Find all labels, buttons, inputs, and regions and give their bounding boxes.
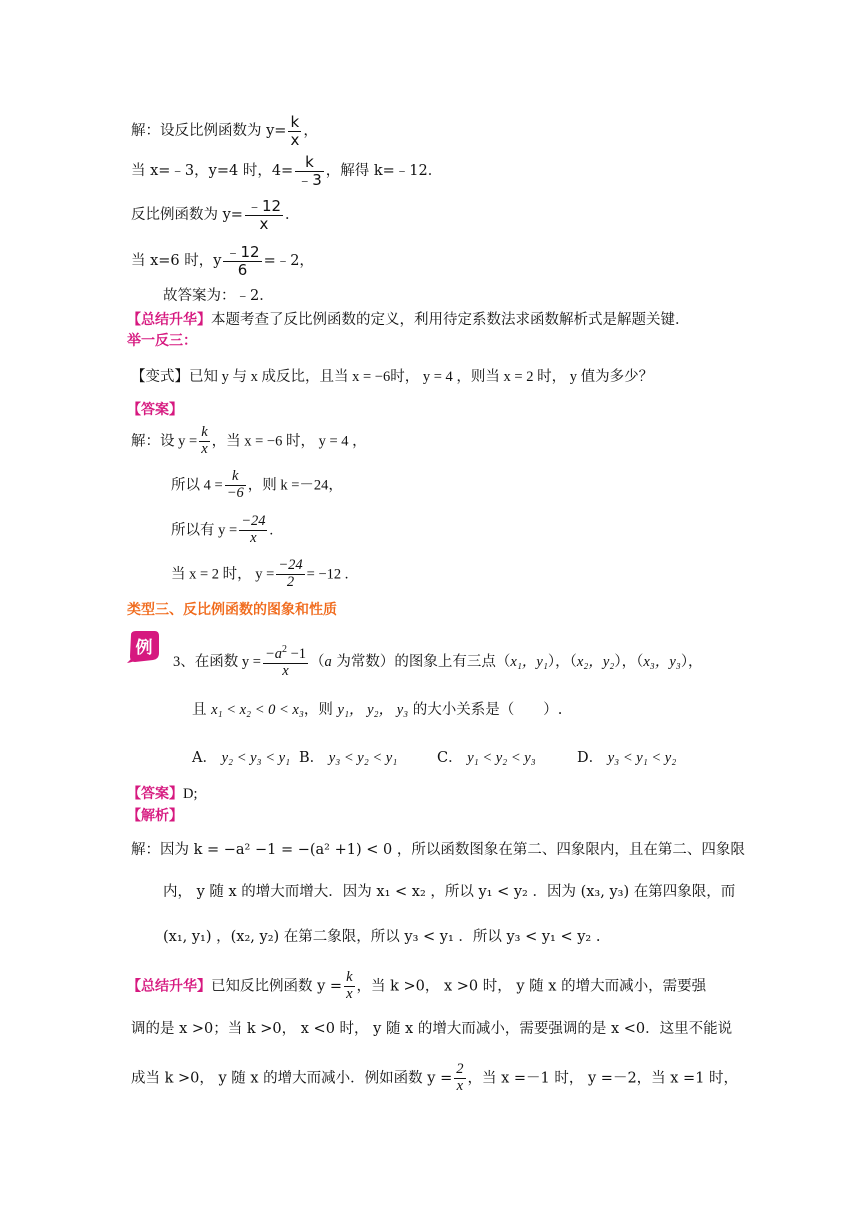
fraction: $\frac{k}{x}$: [201, 424, 208, 457]
variant-solution-line-4: 当 x = 2 时， y = $\frac{-24}{2}$ = −12 .: [171, 557, 349, 590]
fraction: $\frac{-24}{2}$: [278, 557, 303, 590]
fraction: $\frac{-a^2 -1}{x}$: [264, 644, 307, 679]
option-d[interactable]: D． y₃ < y₁ < y₂: [577, 750, 677, 766]
analysis-tag: 【解析】: [127, 808, 183, 824]
example-badge-icon: [127, 629, 161, 663]
solution-line-3: 反比例函数为 y= $\frac{﹣12}{x}$ ．: [131, 197, 300, 233]
fraction: $\frac{2}{x}$: [456, 1061, 464, 1094]
answer-line: 故答案为：﹣2．: [163, 288, 274, 304]
section-heading: 类型三、反比例函数的图象和性质: [127, 602, 337, 618]
variant-solution-line-2: 所以 4 = $\frac{k}{-6}$ ，则 k =－24，: [171, 468, 343, 501]
fraction: $\frac{k}{﹣3}$: [297, 153, 322, 189]
option-b[interactable]: B． y₃ < y₂ < y₁: [299, 750, 398, 766]
summary-line-3: 成当 k >0， y 随 x 的增大而减小．例如函数 y = $\frac{2}{x}$ ，当 x =－1 时， y =－2，当 x =1 时，: [131, 1061, 739, 1094]
fraction: $\frac{﹣12}{x}$: [246, 197, 282, 233]
analysis-line-2: 内， y 随 x 的增大而增大．因为 x₁ < x₂ ，所以 y₁ < y₂ ．因为 (x₃, y₃) 在第四象限，而: [163, 884, 736, 900]
practice-heading: 举一反三：: [127, 333, 197, 349]
fraction: $\frac{k}{x}$: [346, 969, 353, 1002]
solution-line-1: 解：设反比例函数为 y= $\frac{k}{x}$ ，: [131, 113, 318, 149]
variant-solution-line-3: 所以有 y = $\frac{-24}{x}$ .: [171, 513, 274, 546]
solution-line-4: 当 x=6 时，y $\frac{﹣12}{6}$ =﹣2，: [131, 243, 314, 279]
example-question-line-1: 3、在函数 y = $\frac{-a^2 -1}{x}$ （a 为常数）的图象上有三点（x₁，y₁），（x₂，y₂），（x₃，y₃），: [173, 644, 703, 679]
fraction: $\frac{k}{x}$: [290, 113, 300, 149]
variant-solution-line-1: 解：设 y = $\frac{k}{x}$ ，当 x = −6 时， y = 4 ，: [131, 424, 367, 457]
analysis-line-3: (x₁, y₁) ，(x₂, y₂) 在第二象限，所以 y₃ < y₁ ．所以 y₃ < y₁ < y₂ .: [163, 929, 601, 945]
solution-line-2: 当 x=﹣3，y=4 时，4= $\frac{k}{﹣3}$ ，解得 k=﹣12．: [131, 153, 443, 189]
option-a[interactable]: A． y₂ < y₃ < y₁: [192, 750, 291, 766]
summary-line-1: 【总结升华】已知反比例函数 y = $\frac{k}{x}$ ，当 k >0， x >0 时， y 随 x 的增大而减小，需要强: [127, 969, 707, 1002]
variant-question: 【变式】已知 y 与 x 成反比，且当 x = −6时， y = 4 ，则当 x = 2 时， y 值为多少？: [131, 369, 654, 385]
svg-text:例: 例: [135, 638, 153, 658]
analysis-line-1: 解：因为 k = −a² −1 = −(a² +1) < 0 ，所以函数图象在第二、四象限内，且在第二、四象限: [131, 842, 745, 858]
example-question-line-2: 且 x₁ < x₂ < 0 < x₃，则 y₁， y₂， y₃ 的大小关系是（ ）.: [192, 702, 563, 718]
fraction: $\frac{k}{-6}$: [226, 468, 244, 501]
summary-line-2: 调的是 x >0；当 k >0， x <0 时， y 随 x 的增大而减小，需要强调的是 x <0．这里不能说: [131, 1021, 733, 1037]
fraction: $\frac{﹣12}{6}$: [225, 243, 260, 279]
summary-line: 【总结升华】本题考查了反比例函数的定义，利用待定系数法求函数解析式是解题关键．: [127, 312, 690, 328]
example-answer: 【答案】D;: [127, 786, 198, 802]
answer-tag: 【答案】: [127, 402, 183, 418]
fraction: $\frac{-24}{x}$: [241, 513, 266, 546]
option-c[interactable]: C． y₁ < y₂ < y₃: [437, 750, 536, 766]
